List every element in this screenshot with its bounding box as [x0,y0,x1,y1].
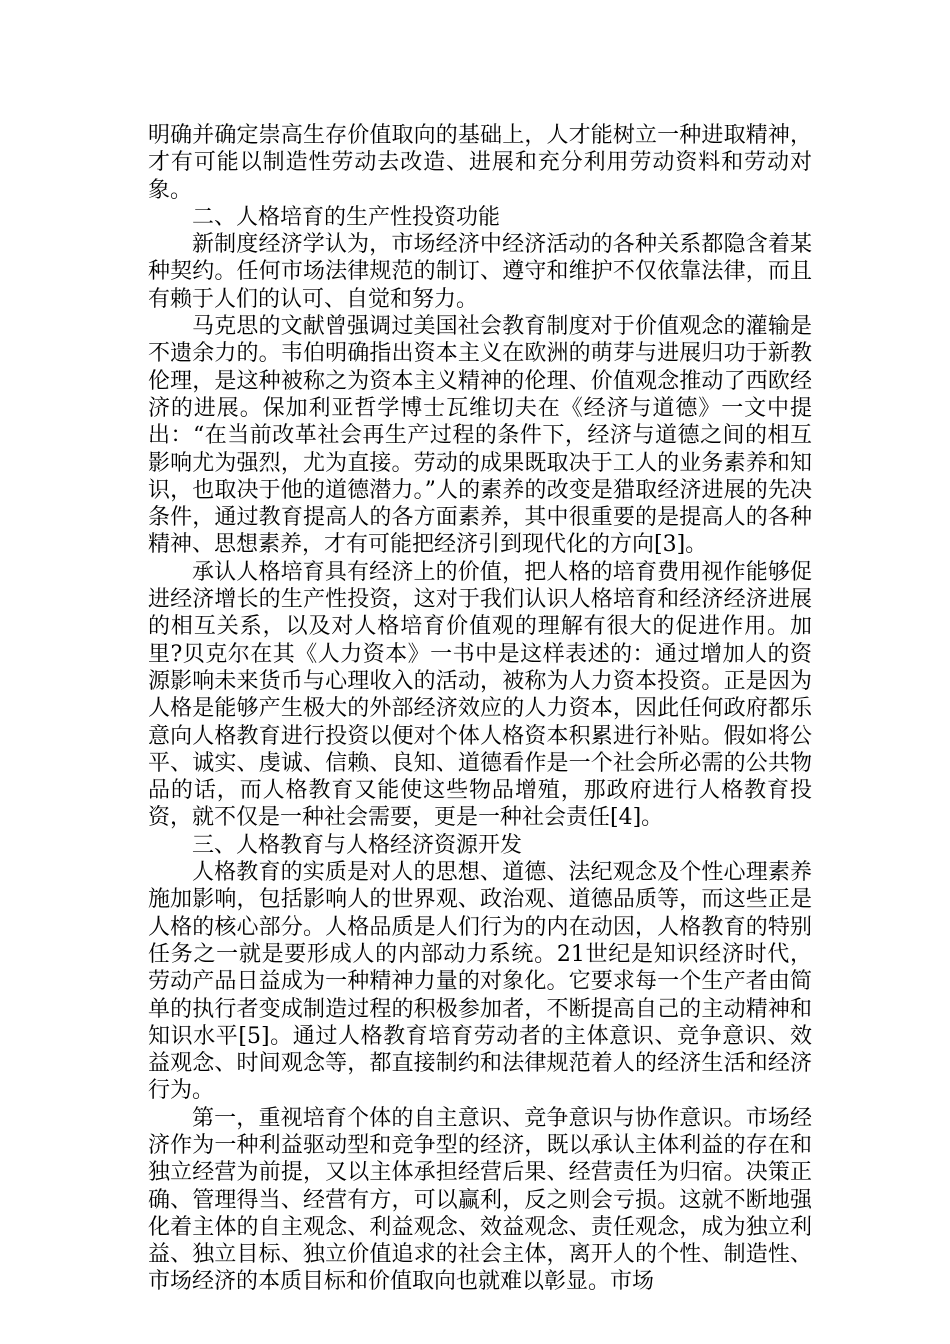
section-heading-2: 二、人格培育的生产性投资功能 [192,204,501,230]
paragraph-body: 第一，重视培育个体的自主意识、竞争意识与协作意识。市场经济作为一种利益驱动型和竞争型的经济，既以承认主体利益的存在和独立经营为前提，又以主体承担经营后果、经营责任为归宿。决策正确、管理得当、经营有方，可以赢利，反之则会亏损。这就不断地强化着主体的自主观念、利益观念、效益观念、责任观念，成为独立利益、独立目标、独立价值追求的社会主体，离开人的个性、制造性、市场经济的本质目标和价值取向也就难以彰显。市场 [148,1105,812,1295]
document-page [148,122,812,1296]
section-heading-3: 三、人格教育与人格经济资源开发 [192,832,523,858]
paragraph-body: 承认人格培育具有经济上的价值，把人格的培育费用视作能够促进经济增长的生产性投资，这对于我们认识人格培育和经济经济进展的相互关系，以及对人格培育价值观的理解有很大的促进作用。加里?贝克尔在其《人力资本》一书中是这样表述的：通过增加人的资源影响未来货币与心理收入的活动，被称为人力资本投资。正是因为人格是能够产生极大的外部经济效应的人力资本，因此任何政府都乐意向人格教育进行投资以便对个体人格资本积累进行补贴。假如将公平、诚实、虔诚、信赖、良知、道德看作是一个社会所必需的公共物品的话，而人格教育又能使这些物品增殖，那政府进行人格教育投资，就不仅是一种社会需要，更是一种社会责任[4]。 [148,559,812,831]
paragraph-body: 新制度经济学认为，市场经济中经济活动的各种关系都隐含着某种契约。任何市场法律规范的制订、遵守和维护不仅依靠法律，而且有赖于人们的认可、自觉和努力。 [148,232,812,312]
paragraph-body: 人格教育的实质是对人的思想、道德、法纪观念及个性心理素养施加影响，包括影响人的世界观、政治观、道德品质等，而这些正是人格的核心部分。人格品质是人们行为的内在动因，人格教育的特别任务之一就是要形成人的内部动力系统。21世纪是知识经济时代，劳动产品日益成为一种精神力量的对象化。它要求每一个生产者由简单的执行者变成制造过程的积极参加者，不断提高自己的主动精神和知识水平[5]。通过人格教育培育劳动者的主体意识、竞争意识、效益观念、时间观念等，都直接制约和法律规范着人的经济生活和经济行为。 [148,860,812,1104]
paragraph-body: 马克思的文献曾强调过美国社会教育制度对于价值观念的灌输是不遗余力的。韦伯明确指出资本主义在欧洲的萌芽与进展归功于新教伦理，是这种被称之为资本主义精神的伦理、价值观念推动了西欧经济的进展。保加利亚哲学博士瓦维切夫在《经济与道德》一文中提出：“在当前改革社会再生产过程的条件下，经济与道德之间的相互影响尤为强烈，尤为直接。劳动的成果既取决于工人的业务素养和知识，也取决于他的道德潜力。”人的素养的改变是猎取经济进展的先决条件，通过教育提高人的各方面素养，其中很重要的是提高人的各种精神、思想素养，才有可能把经济引到现代化的方向[3]。 [148,314,812,558]
paragraph-continuation: 明确并确定崇高生存价值取向的基础上，人才能树立一种进取精神，才有可能以制造性劳动去改造、进展和充分利用劳动资料和劳动对象。 [148,123,812,203]
